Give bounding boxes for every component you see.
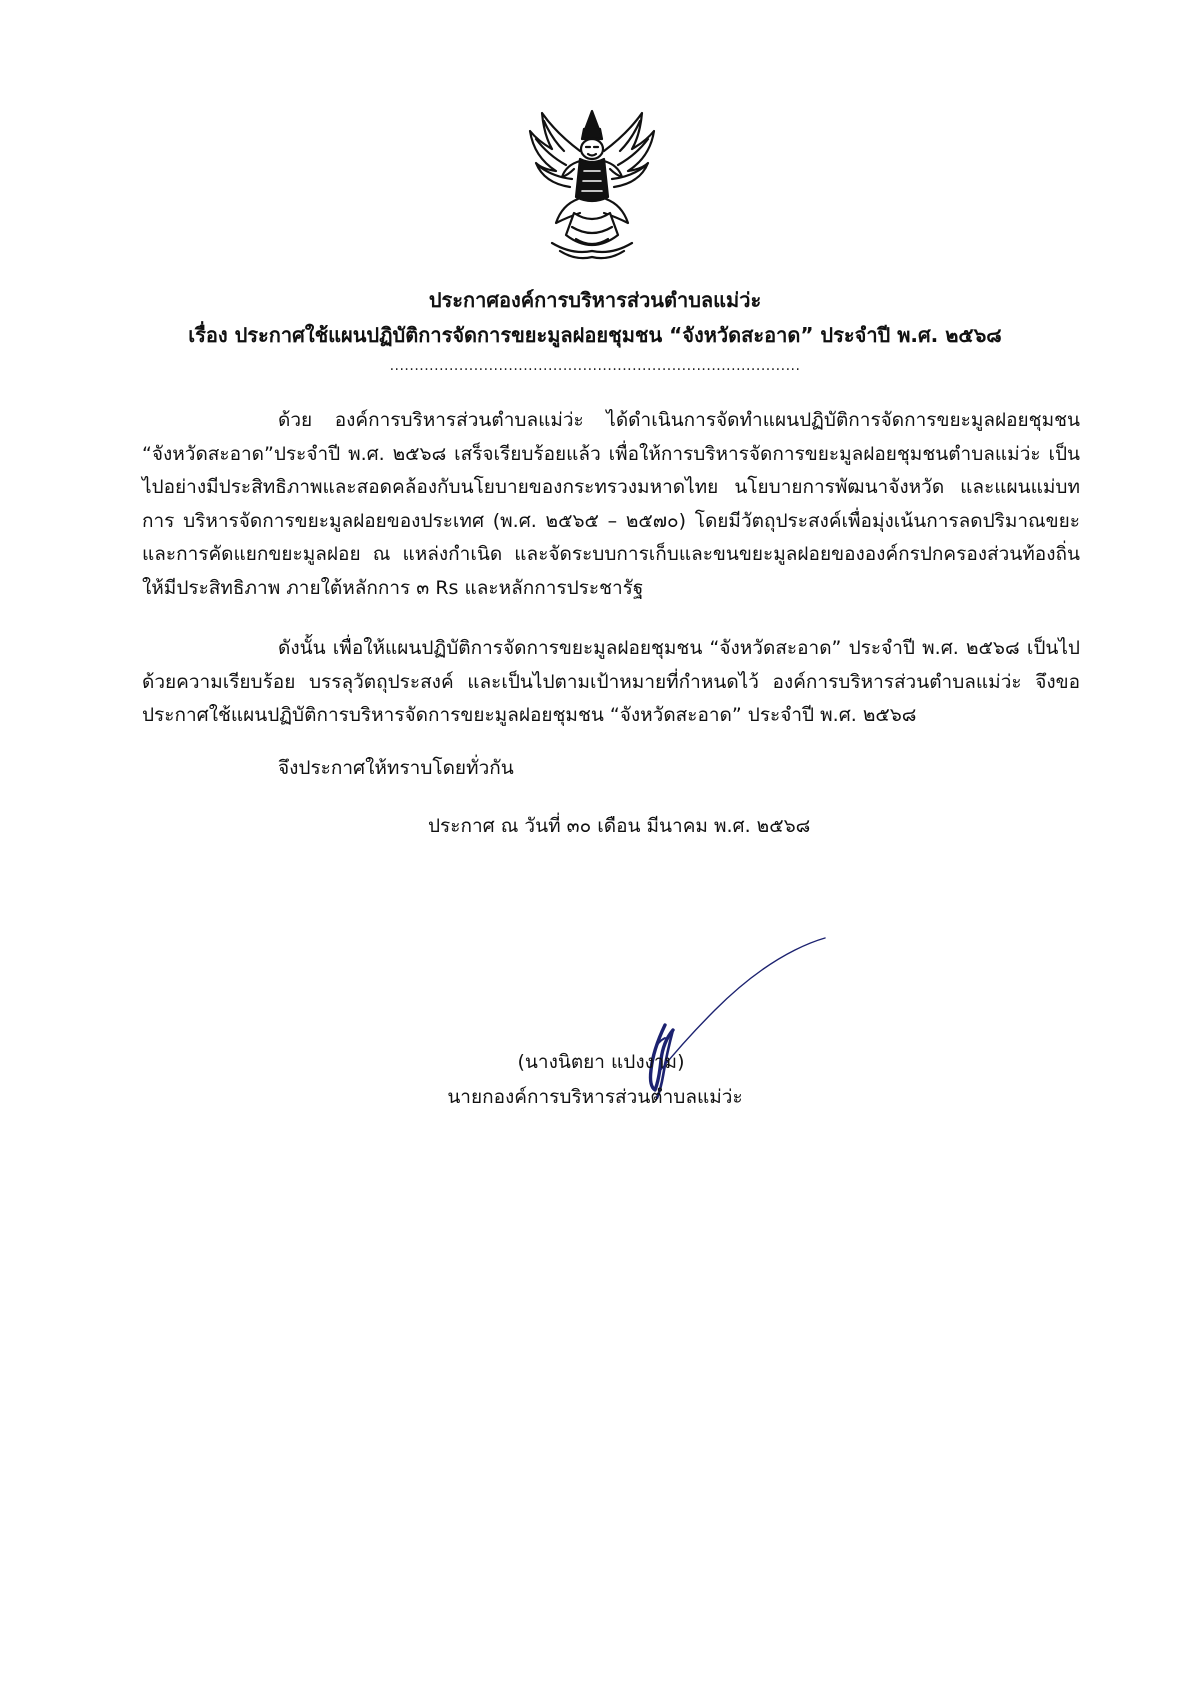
body-paragraph-1: ด้วย องค์การบริหารส่วนตำบลแม่ว่ะ ได้ดำเนินการจัดทำแผนปฏิบัติการจัดการขยะมูลฝอยชุมชน “จังหวัดสะอาด”ประจำปี พ.ศ. ๒๕๖๘ เสร็จเรียบร้อยแล้ว เพื่อให้การบริหารจัดการขยะมูลฝอยชุมชนตำบลแม่ว่ะ เป็นไปอย่างมีประสิทธิภาพและสอดคล้องกับนโยบายของกระทรวงมหาดไทย นโยบายการพัฒนาจังหวัด และแผนแม่บทการ บริหารจัดการขยะมูลฝอยของประเทศ (พ.ศ. ๒๕๖๕ – ๒๕๗๐) โดยมีวัตถุประสงค์เพื่อมุ่งเน้นการลดปริมาณขยะ และการคัดแยกขยะมูลฝอย ณ แหล่งกำเนิด และจัดระบบการเก็บและขนขยะมูลฝอยขององค์กรปกครองส่วนท้องถิ่นให้มีประสิทธิภาพ ภายใต้หลักการ ๓ Rs และหลักการประชารัฐ	[142, 409, 1080, 599]
announcement-subject: เรื่อง ประกาศใช้แผนปฏิบัติการจัดการขยะมูลฝอยชุมชน “จังหวัดสะอาด” ประจำปี พ.ศ. ๒๕๖๘	[188, 323, 1002, 347]
garuda-emblem-icon	[522, 105, 662, 263]
body-paragraph-2: ดังนั้น เพื่อให้แผนปฏิบัติการจัดการขยะมูลฝอยชุมชน “จังหวัดสะอาด” ประจำปี พ.ศ. ๒๕๖๘ เป็นไปด้วยความเรียบร้อย บรรลุวัตถุประสงค์ และเป็นไปตามเป้าหมายที่กำหนดไว้ องค์การบริหารส่วนตำบลแม่ว่ะ จึงขอประกาศใช้แผนปฏิบัติการบริหารจัดการขยะมูลฝอยชุมชน “จังหวัดสะอาด” ประจำปี พ.ศ. ๒๕๖๘	[142, 637, 1080, 726]
date-line: ประกาศ ณ วันที่ ๓๐ เดือน มีนาคม พ.ศ. ๒๕๖๘	[428, 815, 811, 837]
separator-dots: ...................................................................................	[389, 358, 801, 374]
signatory-name: (นางนิตยา แปงงาม)	[517, 1051, 685, 1073]
announcement-title: ประกาศองค์การบริหารส่วนตำบลแม่ว่ะ	[428, 288, 762, 312]
signatory-position: นายกองค์การบริหารส่วนตำบลแม่ว่ะ	[447, 1086, 743, 1108]
closing-line: จึงประกาศให้ทราบโดยทั่วกัน	[278, 757, 514, 779]
